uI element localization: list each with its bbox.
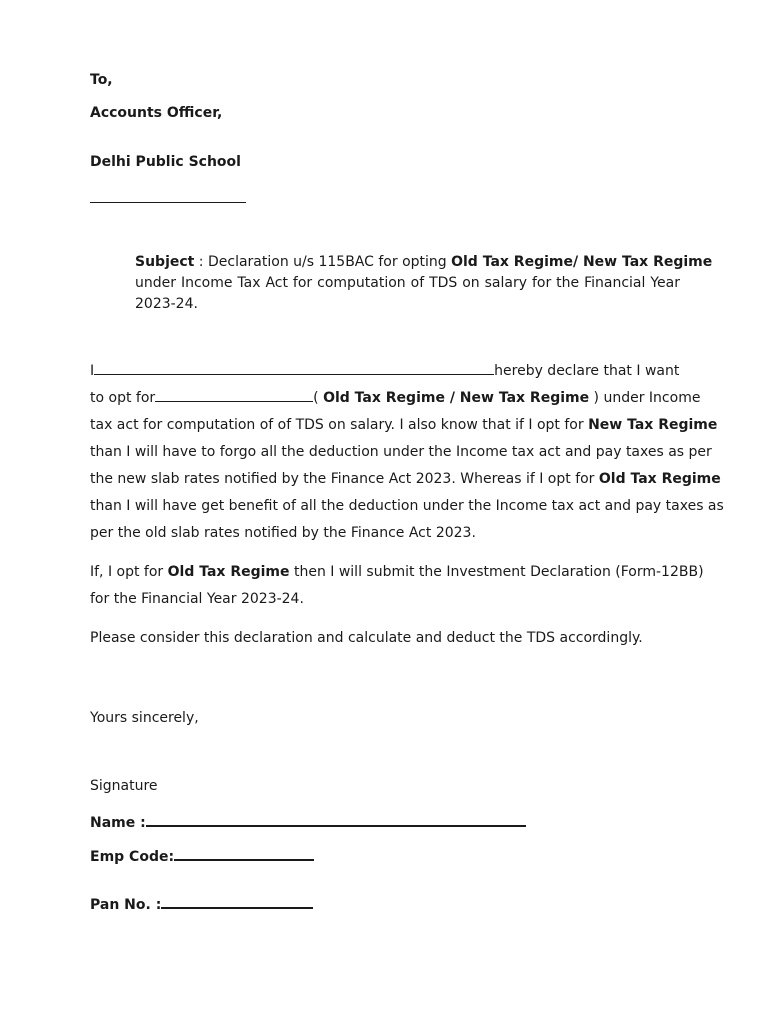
subject-block: [135, 252, 713, 315]
declaration-line-7: per the old slab rates notified by the Finance Act 2023.: [90, 525, 476, 541]
declaration-under-income: ) under Income: [589, 390, 701, 406]
pan-label: Pan No. :: [90, 897, 162, 913]
declaration-paragraph: [90, 358, 724, 547]
investment-old-regime: Old Tax Regime: [167, 564, 290, 580]
old-tax-regime-term: Old Tax Regime: [598, 471, 721, 487]
declaration-line-4: than I will have to forgo all the deduction under the Income tax act and pay taxes as per: [90, 444, 712, 460]
subject-text-2: under Income Tax Act for computation of TDS on salary for the Financial Year: [135, 275, 680, 291]
investment-text-1: If, I opt for: [90, 564, 168, 580]
emp-code-blank[interactable]: [174, 845, 314, 861]
paren-open: (: [313, 390, 324, 406]
declaration-line-3: tax act for computation of of TDS on salary. I also know that if I opt for: [90, 417, 589, 433]
new-tax-regime-term: New Tax Regime: [588, 417, 718, 433]
address-blank-line: [90, 190, 246, 203]
regime-options: Old Tax Regime / New Tax Regime: [323, 390, 590, 406]
declaration-line-6: than I will have get benefit of all the deduction under the Income tax act and pay taxes as: [90, 498, 724, 514]
recipient-title: Accounts Officer,: [90, 105, 223, 121]
pan-blank[interactable]: [161, 893, 313, 909]
investment-paragraph: [90, 559, 704, 613]
request-text: Please consider this declaration and calculate and deduct the TDS accordingly.: [90, 630, 643, 646]
salutation-to: To,: [90, 72, 113, 88]
investment-line-2: for the Financial Year 2023-24.: [90, 591, 304, 607]
declaration-opt-for: to opt for: [90, 390, 156, 406]
signature-label: Signature: [90, 778, 158, 794]
subject-regimes: Old Tax Regime/ New Tax Regime: [451, 254, 713, 270]
declaration-line-5: the new slab rates notified by the Finance Act 2023. Whereas if I opt for: [90, 471, 599, 487]
subject-label: Subject: [135, 254, 195, 270]
pan-field: [90, 893, 313, 913]
name-blank[interactable]: [146, 811, 526, 827]
subject-text-3: 2023-24.: [135, 296, 198, 312]
declaration-hereby: hereby declare that I want: [494, 363, 680, 379]
recipient-school: Delhi Public School: [90, 154, 241, 170]
subject-text-1: Declaration u/s 115BAC for opting: [207, 254, 452, 270]
declaration-i: I: [90, 363, 95, 379]
regime-choice-blank[interactable]: [155, 387, 313, 402]
name-label: Name :: [90, 815, 146, 831]
emp-code-label: Emp Code:: [90, 849, 175, 865]
investment-text-2: then I will submit the Investment Declaration (Form-12BB): [289, 564, 704, 580]
subject-separator: :: [194, 254, 208, 270]
declarant-name-blank[interactable]: [94, 360, 494, 375]
closing-text: Yours sincerely,: [90, 710, 199, 726]
emp-code-field: [90, 845, 314, 865]
name-field: [90, 811, 526, 831]
